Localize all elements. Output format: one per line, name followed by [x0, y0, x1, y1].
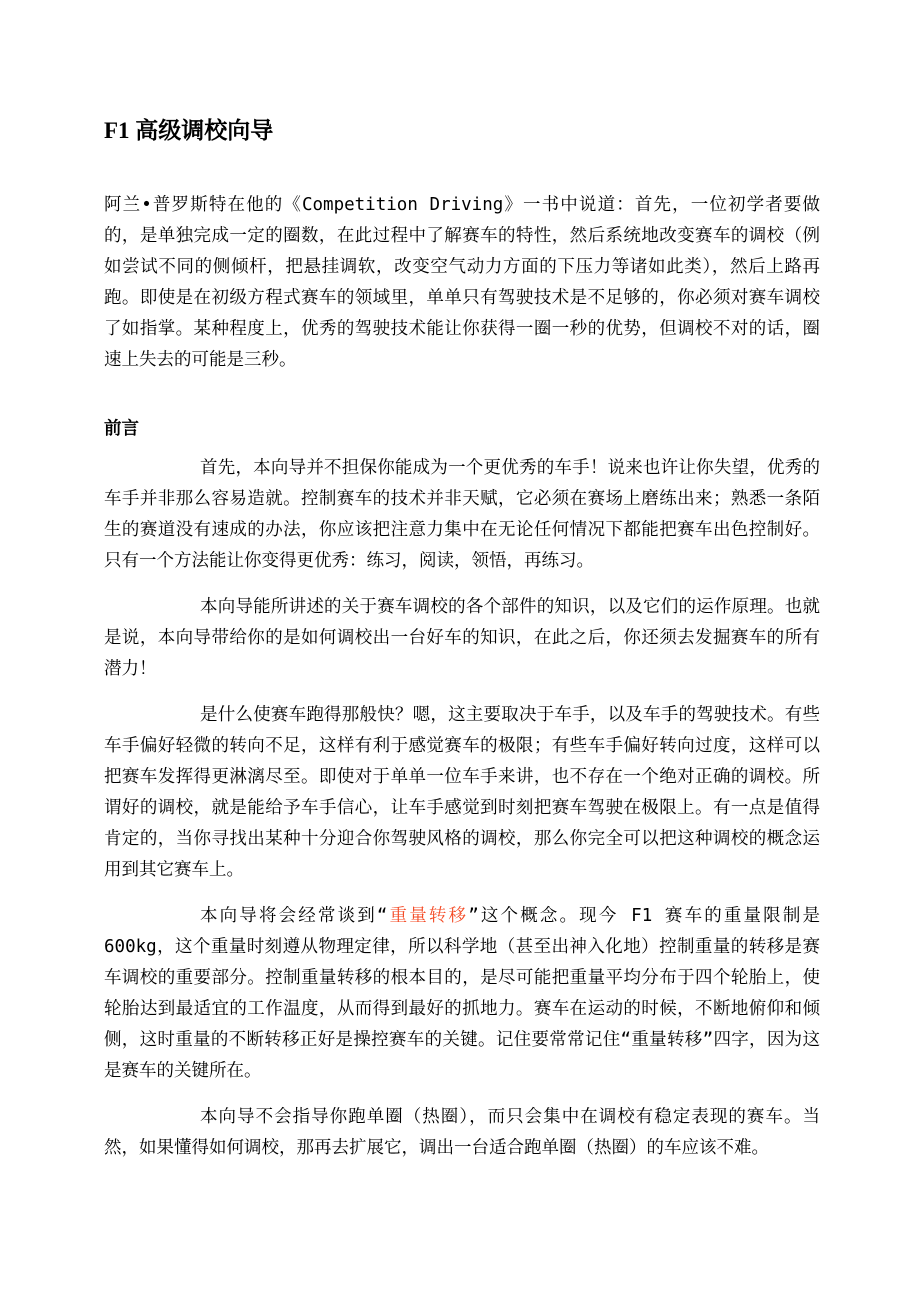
preface-paragraph-5: 本向导不会指导你跑单圈（热圈），而只会集中在调校有稳定表现的赛车。当然，如果懂得如何调校，那再去扩展它，调出一台适合跑单圈（热圈）的车应该不难。 — [104, 1107, 820, 1158]
preface-paragraph-2: 本向导能所讲述的关于赛车调校的各个部件的知识，以及它们的运作原理。也就是说，本向导带给你的是如何调校出一台好车的知识，在此之后，你还须去发掘赛车的所有潜力！ — [104, 597, 820, 679]
preface-paragraph-3: 是什么使赛车跑得那般快？嗯，这主要取决于车手，以及车手的驾驶技术。有些车手偏好轻微的转向不足，这样有利于感觉赛车的极限；有些车手偏好转向过度，这样可以把赛车发挥得更淋漓尽至。即使对于单单一位车手来讲，也不存在一个绝对正确的调校。所谓好的调校，就是能给予车手信心，让车手感觉到时刻把赛车驾驶在极限上。有一点是值得肯定的，当你寻找出某种十分迎合你驾驶风格的调校，那么你完全可以把这种调校的概念运用到其它赛车上。 — [104, 705, 820, 880]
document-title: F1 高级调校向导 — [104, 118, 274, 143]
paragraph-text-after-highlight: ”这个概念。现今 F1 赛车的重量限制是 600kg，这个重量时刻遵从物理定律，所以科学地（甚至出神入化地）控制重量的转移是赛车调校的重要部分。控制重量转移的根本目的，是尽可能把重量平均分布于四个轮胎上，使轮胎达到最适宜的工作温度，从而得到最好的抓地力。赛车在运动的时候，不断地俯仰和倾侧，这时重量的不断转移正好是操控赛车的关键。记住要常常记住“重量转移”四字，因为这是赛车的关键所在。 — [104, 906, 820, 1081]
paragraph-text-before-highlight: 本向导将会经常谈到“ — [200, 906, 388, 926]
intro-paragraph: 阿兰•普罗斯特在他的《Competition Driving》一书中说道：首先，一位初学者要做的，是单独完成一定的圈数，在此过程中了解赛车的特性，然后系统地改变赛车的调校（例如尝试不同的侧倾杆，把悬挂调软，改变空气动力方面的下压力等诸如此类），然后上路再跑。即使是在初级方程式赛车的领域里，单单只有驾驶技术是不足够的，你必须对赛车调校了如指掌。某种程度上，优秀的驾驶技术能让你获得一圈一秒的优势，但调校不对的话，圈速上失去的可能是三秒。 — [104, 195, 820, 370]
preface-paragraph-4 — [104, 901, 820, 1087]
weight-transfer-highlight: 重量转移 — [387, 906, 469, 926]
preface-heading: 前言 — [104, 419, 139, 439]
preface-paragraph-1: 首先，本向导并不担保你能成为一个更优秀的车手！说来也许让你失望，优秀的车手并非那么容易造就。控制赛车的技术并非天赋，它必须在赛场上磨练出来；熟悉一条陌生的赛道没有速成的办法，你应该把注意力集中在无论任何情况下都能把赛车出色控制好。只有一个方法能让你变得更优秀：练习，阅读，领悟，再练习。 — [104, 458, 820, 571]
